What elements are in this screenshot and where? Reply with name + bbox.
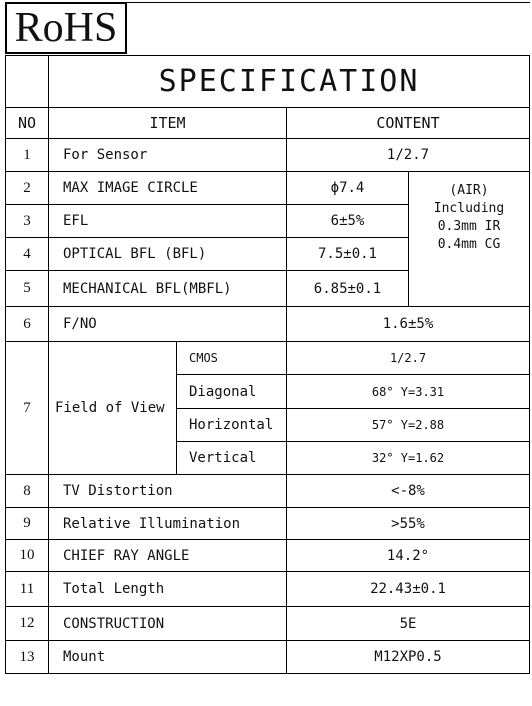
row-no: 2 [6, 172, 49, 205]
fov-sub-label: Diagonal [177, 375, 287, 409]
row-content: 6±5% [287, 205, 409, 238]
row-content: M12XP0.5 [287, 641, 530, 674]
top-border-line [127, 2, 530, 3]
row-content: >55% [287, 508, 530, 540]
table-row [6, 540, 530, 572]
air-note-line: Including [433, 201, 505, 216]
table-row [6, 172, 530, 205]
table-row [6, 342, 530, 375]
row-content: 1.6±5% [287, 307, 530, 342]
row-content: 7.5±0.1 [287, 238, 409, 271]
row-no: 4 [6, 238, 49, 271]
row-item: MECHANICAL BFL(MBFL) [49, 271, 287, 307]
row-no: 1 [6, 139, 49, 172]
air-note-cell [409, 172, 530, 307]
table-row [6, 307, 530, 342]
row-content: 5E [287, 607, 530, 641]
row-no: 9 [6, 508, 49, 540]
fov-label: Field of View [49, 342, 177, 475]
row-no: 5 [6, 271, 49, 307]
row-no: 7 [6, 342, 49, 475]
table-row [6, 572, 530, 607]
header-no: NO [6, 108, 49, 139]
row-item: Total Length [49, 572, 287, 607]
fov-sub-value: 68° Y=3.31 [287, 375, 530, 409]
header-row [6, 108, 530, 139]
row-item: Mount [49, 641, 287, 674]
table-row [6, 607, 530, 641]
row-no: 11 [6, 572, 49, 607]
row-item: EFL [49, 205, 287, 238]
fov-sub-label: CMOS [177, 342, 287, 375]
air-note-line: 0.3mm IR [437, 219, 501, 234]
row-no: 13 [6, 641, 49, 674]
row-content: 1/2.7 [287, 139, 530, 172]
air-note-line: (AIR) [449, 183, 489, 198]
table-row [6, 475, 530, 508]
row-no: 8 [6, 475, 49, 508]
fov-sub-value: 57° Y=2.88 [287, 409, 530, 442]
row-no: 6 [6, 307, 49, 342]
fov-sub-label: Horizontal [177, 409, 287, 442]
row-item: TV Distortion [49, 475, 287, 508]
row-item: F/NO [49, 307, 287, 342]
row-no: 3 [6, 205, 49, 238]
spec-title: SPECIFICATION [49, 56, 530, 108]
fov-sub-label: Vertical [177, 442, 287, 475]
row-item: OPTICAL BFL (BFL) [49, 238, 287, 271]
fov-sub-value: 1/2.7 [287, 342, 530, 375]
table-row [6, 139, 530, 172]
row-content: 14.2° [287, 540, 530, 572]
table-row [6, 641, 530, 674]
row-content: 22.43±0.1 [287, 572, 530, 607]
row-item: CHIEF RAY ANGLE [49, 540, 287, 572]
title-row [6, 56, 530, 108]
row-item: CONSTRUCTION [49, 607, 287, 641]
fov-sub-value: 32° Y=1.62 [287, 442, 530, 475]
row-no: 10 [6, 540, 49, 572]
header-item: ITEM [49, 108, 287, 139]
row-content: <-8% [287, 475, 530, 508]
air-note-line: 0.4mm CG [437, 237, 501, 252]
header-content: CONTENT [287, 108, 530, 139]
row-content: ϕ7.4 [287, 172, 409, 205]
row-item: Relative Illumination [49, 508, 287, 540]
row-no: 12 [6, 607, 49, 641]
title-blank-cell [6, 56, 49, 108]
specification-table [5, 55, 530, 674]
row-content: 6.85±0.1 [287, 271, 409, 307]
row-item: For Sensor [49, 139, 287, 172]
table-row [6, 508, 530, 540]
rohs-logo: RoHS [5, 2, 127, 54]
row-item: MAX IMAGE CIRCLE [49, 172, 287, 205]
